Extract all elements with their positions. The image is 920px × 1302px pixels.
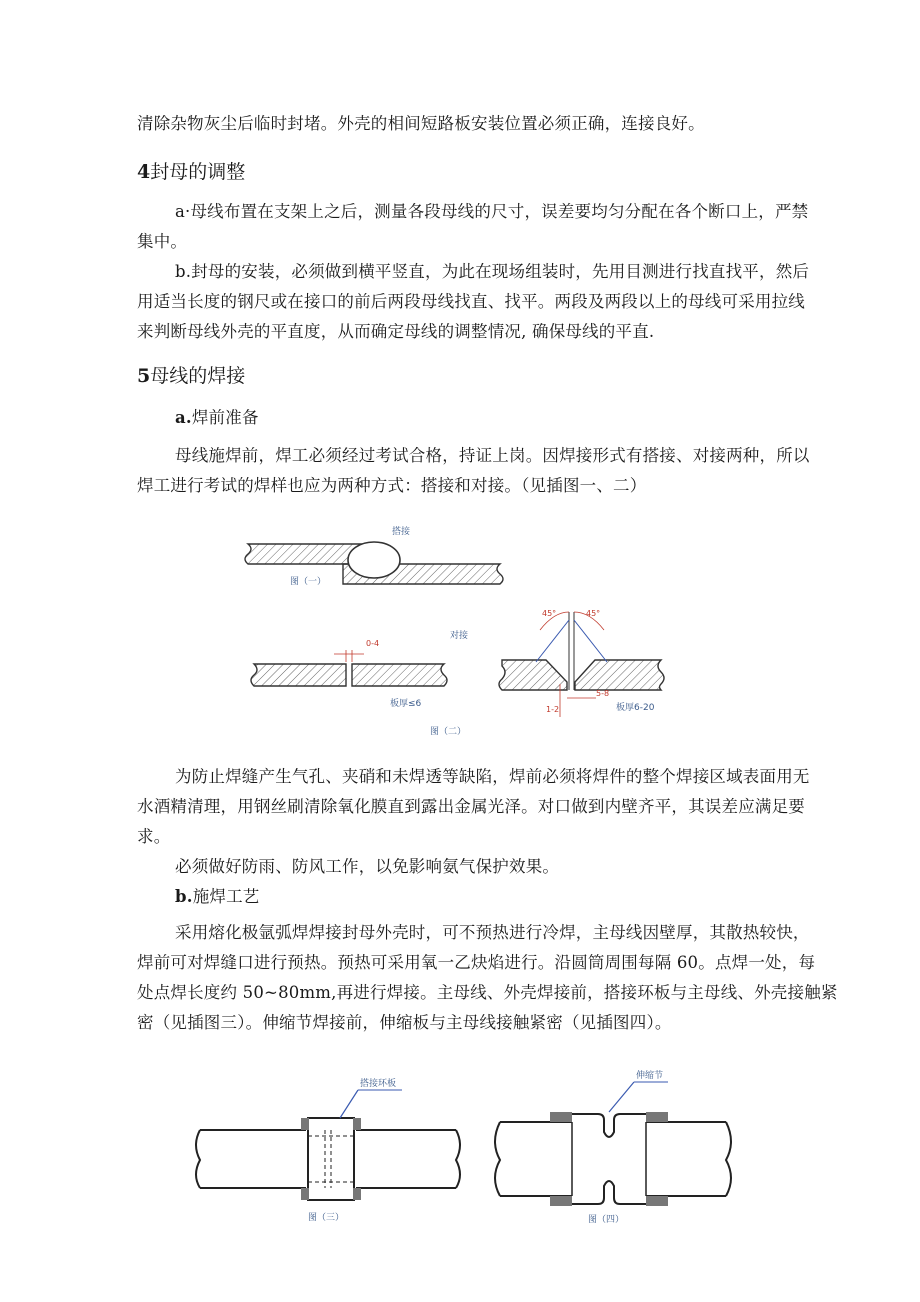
heading-title: 封母的调整: [150, 161, 246, 183]
fig3-caption: 图（三）: [308, 1213, 345, 1223]
paragraph-line: b.封母的安装，必须做到横平竖直，为此在现场组装时，先用目测进行找直找平，然后: [175, 262, 810, 281]
expansion-joint-pipe-drawing: [495, 1082, 731, 1206]
fig2-thin-label: 板厚≤6: [390, 699, 422, 709]
lap-joint-drawing: [245, 542, 503, 584]
lap-ring-pipe-drawing: [196, 1090, 460, 1200]
paragraph-line: 集中。: [137, 232, 188, 251]
fig1-title: 搭接: [392, 527, 411, 537]
fig1-caption: 图（一）: [290, 577, 327, 587]
subheading-text: 施焊工艺: [192, 887, 260, 906]
fig2-angle-right: 45°: [586, 609, 601, 618]
figure-pipe-joints: [188, 1060, 738, 1230]
subheading-letter: b.: [175, 887, 193, 906]
paragraph-line: 采用熔化极氩弧焊焊接封母外壳时，可不预热进行冷焊，主母线因壁厚，其散热较快，: [175, 923, 810, 942]
section-heading-4: [137, 160, 245, 184]
subheading-text: 焊前准备: [191, 408, 259, 427]
paragraph-line: 必须做好防雨、防风工作，以免影响氨气保护效果。: [175, 857, 560, 876]
fig2-angle-left: 45°: [542, 609, 557, 618]
butt-joint-v-drawing: [499, 612, 664, 717]
paragraph-line: 母线施焊前，焊工必须经过考试合格，持证上岗。因焊接形式有搭接、对接两种，所以: [175, 446, 810, 465]
fig2-root-label: 1-2: [546, 705, 560, 714]
fig2-title: 对接: [450, 631, 469, 641]
paragraph-line: 焊工进行考试的焊样也应为两种方式：搭接和对接。（见插图一、二）: [137, 476, 647, 495]
paragraph-line: 用适当长度的钢尺或在接口的前后两段母线找直、找平。两段及两段以上的母线可采用拉线: [137, 292, 805, 311]
paragraph-line: 来判断母线外壳的平直度，从而确定母线的调整情况, 确保母线的平直.: [137, 322, 655, 341]
paragraph-line: 求。: [137, 827, 171, 846]
paragraph-line: 水酒精清理，用钢丝刷清除氧化膜直到露出金属光泽。对口做到内壁齐平，其误差应满足要: [137, 797, 805, 816]
section-heading-5: [137, 364, 245, 388]
figure-lap-and-butt-joint: [240, 512, 690, 747]
fig2-thick-label: 板厚6-20: [616, 703, 655, 713]
fig4-caption: 图（四）: [588, 1215, 625, 1225]
heading-number: 5: [137, 365, 151, 387]
subheading-a: [175, 408, 259, 428]
paragraph-line: a·母线布置在支架上之后，测量各段母线的尺寸，误差要均匀分配在各个断口上，严禁: [175, 202, 809, 221]
paragraph-line: 密（见插图三）。伸缩节焊接前，伸缩板与主母线接触紧密（见插图四）。: [137, 1013, 672, 1032]
paragraph-line: 焊前可对焊缝口进行预热。预热可采用氧一乙炔焰进行。沿圆筒周围每隔 60。点焊一处，每: [137, 953, 816, 972]
fig2-gap-label: 0-4: [366, 639, 380, 648]
paragraph-line: 处点焊长度约 50~80mm,再进行焊接。主母线、外壳焊接前，搭接环板与主母线、外壳接触紧: [137, 983, 838, 1002]
subheading-letter: a.: [175, 408, 192, 427]
fig3-callout: 搭接环板: [360, 1079, 397, 1089]
butt-joint-thin-drawing: [251, 650, 447, 686]
heading-number: 4: [137, 161, 151, 183]
subheading-b: [175, 887, 260, 907]
pipe-joint-diagram: [188, 1060, 738, 1230]
fig2-caption: 图（二）: [430, 727, 467, 737]
fig2-gap2-label: 5-8: [596, 689, 610, 698]
paragraph-line: 清除杂物灰尘后临时封堵。外壳的相间短路板安装位置必须正确，连接良好。: [137, 114, 705, 133]
paragraph-line: 为防止焊缝产生气孔、夹硝和未焊透等缺陷，焊前必须将焊件的整个焊接区域表面用无: [175, 767, 810, 786]
heading-title: 母线的焊接: [150, 365, 246, 387]
weld-joint-diagram: [240, 512, 690, 747]
fig4-callout: 伸缩节: [636, 1071, 664, 1081]
